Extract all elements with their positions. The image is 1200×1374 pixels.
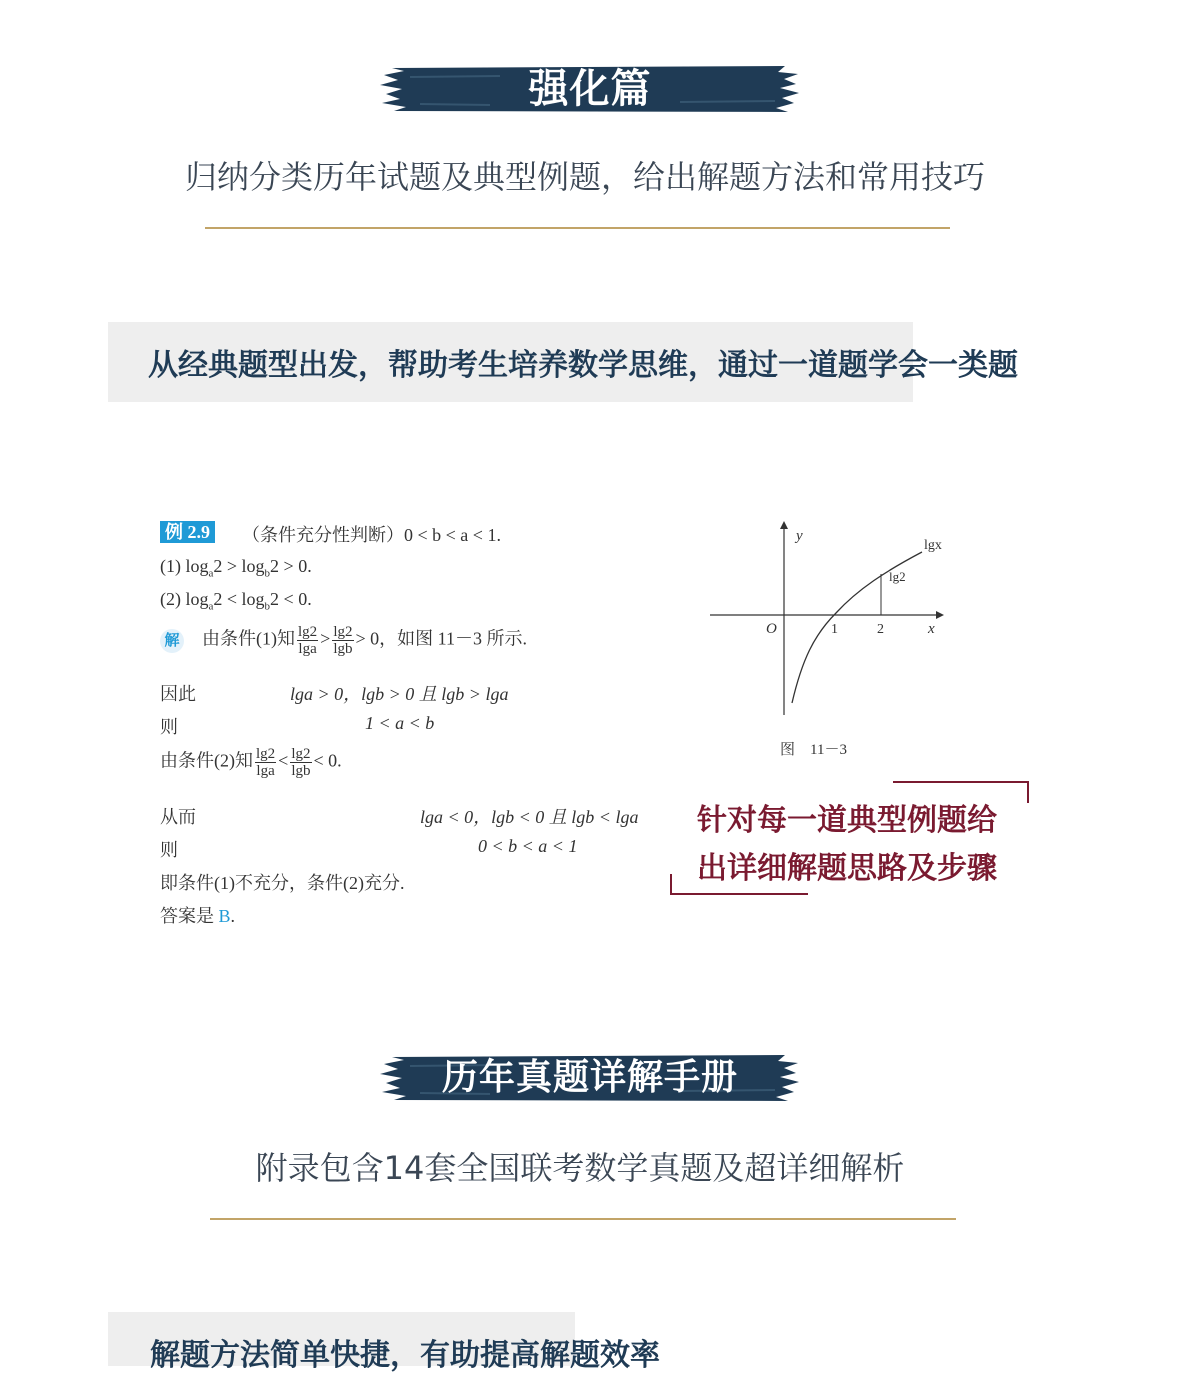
slogan-text: 解题方法简单快捷，有助提高解题效率 [150, 1338, 660, 1373]
callout-bracket-top [893, 781, 1029, 783]
solution-line-1: 解 由条件(1)知 $\frac{\lg 2}{\lg a}$ > $\frac{\lg 2}{\lg b}$ > 0，如图 11－3 所示. [160, 624, 527, 657]
banner-title: 历年真题详解手册 [441, 1057, 738, 1098]
divider-rule [210, 1218, 956, 1220]
solve-badge: 解 [160, 629, 184, 653]
section-banner-past-exams [380, 1053, 800, 1103]
then-label-1: 则 [160, 717, 178, 737]
graph-caption: 图 11－3 [780, 742, 847, 758]
log-graph [700, 515, 960, 725]
therefore-label: 因此 [160, 684, 196, 704]
solution-line-2: 由条件(2)知 $\frac{\lg 2}{\lg a}$ < $\frac{\lg 2}{\lg b}$ < 0. [160, 746, 342, 779]
callout-bracket-bottom [670, 893, 808, 895]
y-axis-arrow [780, 521, 788, 529]
lg2-label: lg2 [889, 569, 906, 584]
conclusion: 即条件(1)不充分，条件(2)充分. [160, 873, 405, 893]
then-expr-1: 1 < a < b [365, 713, 435, 733]
then-expr-2: 0 < b < a < 1 [478, 836, 578, 856]
origin-label: O [766, 621, 777, 637]
divider-rule [205, 227, 950, 229]
callout-bracket-left [670, 874, 672, 895]
section-banner-strengthen [380, 64, 800, 114]
callout-line-1: 针对每一道典型例题给 [697, 803, 997, 838]
hence-expr: lga < 0，lgb < 0 且 lgb < lga [420, 807, 639, 827]
tick-1: 1 [831, 622, 838, 637]
then-label-2: 则 [160, 840, 178, 860]
slogan-text: 从经典题型出发，帮助考生培养数学思维，通过一道题学会一类题 [148, 348, 1018, 383]
answer-value: B [218, 906, 231, 926]
y-label: y [796, 528, 803, 544]
banner-title: 强化篇 [528, 66, 652, 112]
condition-2: (2) $\log_a2 < \log_b2 < 0$. [160, 589, 312, 613]
tick-2: 2 [877, 622, 884, 637]
answer-line: 答案是 B. [160, 906, 236, 926]
x-axis-arrow [936, 611, 944, 619]
example-tag: 例 2.9 [160, 521, 215, 543]
callout-line-2: 出详细解题思路及步骤 [697, 851, 997, 886]
condition-1: (1) $\log_a2 > \log_b2 > 0$. [160, 556, 312, 580]
hence-label: 从而 [160, 807, 196, 827]
example-problem: （条件充分性判断）0 < b < a < 1. [242, 525, 501, 545]
section-subtitle: 附录包含14套全国联考数学真题及超详细解析 [255, 1149, 905, 1187]
x-label: x [928, 621, 935, 637]
therefore-expr: lga > 0，lgb > 0 且 lgb > lga [290, 684, 509, 704]
callout-bracket-right [1027, 781, 1029, 803]
section-subtitle: 归纳分类历年试题及典型例题，给出解题方法和常用技巧 [184, 158, 985, 196]
curve-label: lgx [924, 538, 942, 553]
